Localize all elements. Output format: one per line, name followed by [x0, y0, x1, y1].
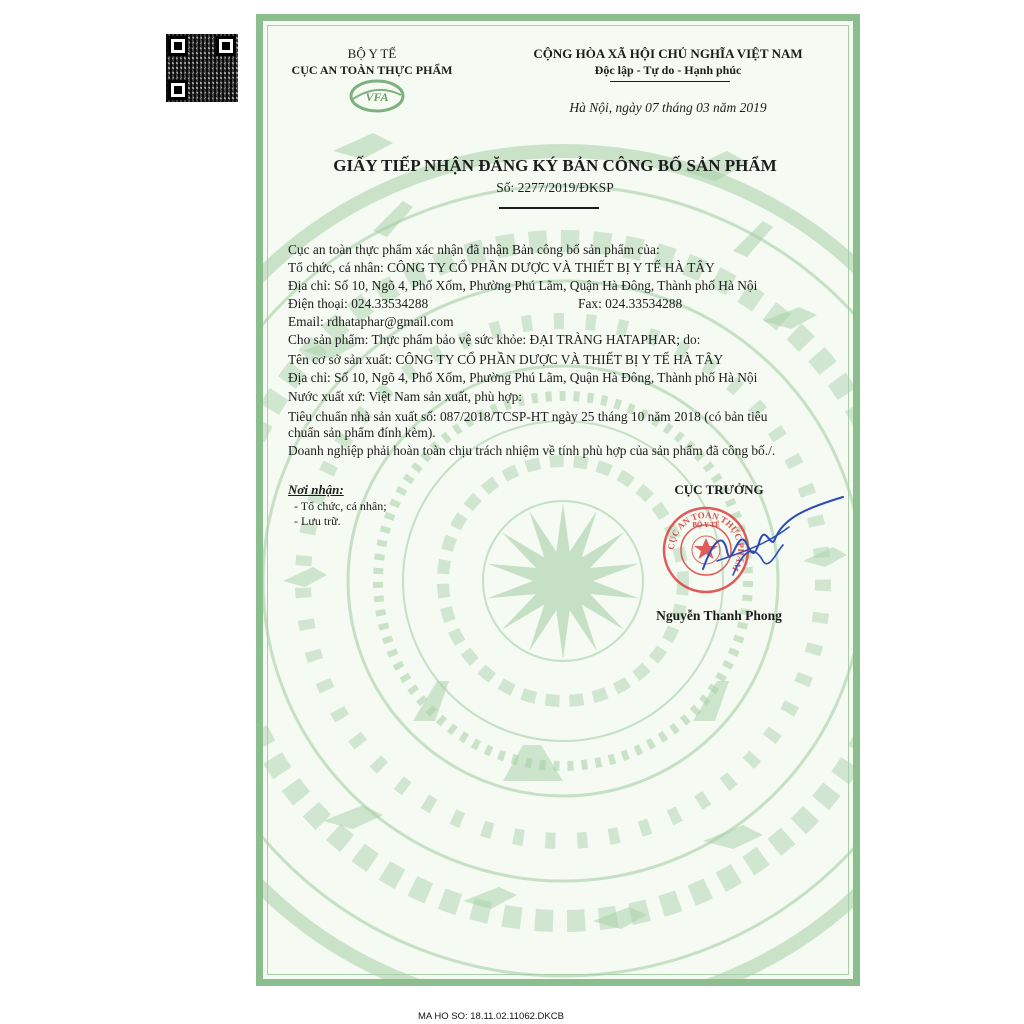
- svg-text:CỤC AN TOÀN THỰC PHẨM: CỤC AN TOÀN THỰC PHẨM: [665, 509, 747, 574]
- svg-text:VFA: VFA: [365, 90, 389, 104]
- certificate-frame: [256, 14, 860, 986]
- fax-line: Fax: 024.33534288: [578, 296, 683, 311]
- manufacturer-line: Tên cơ sở sản xuất: CÔNG TY CỔ PHẦN DƯỢC VÀ THIẾT BỊ Y TẾ HÀ TÂY: [288, 352, 724, 367]
- phone-line: Điện thoại: 024.33534288: [288, 296, 429, 311]
- ministry-name: BỘ Y TẾ: [347, 46, 397, 61]
- intro-text: Cục an toàn thực phẩm xác nhận đã nhận Bản công bố sản phẩm của:: [288, 242, 660, 257]
- recipient-item: - Tổ chức, cá nhân;: [294, 499, 387, 513]
- recipients-heading: Nơi nhận:: [288, 482, 344, 497]
- standard-line-1: Tiêu chuẩn nhà sản xuất số: 087/2018/TCSP-HT ngày 25 tháng 10 năm 2018 (có bản tiêu: [288, 409, 768, 424]
- file-code: MA HO SO: 18.11.02.11062.DKCB: [418, 1011, 564, 1022]
- manufacturer-address: Địa chỉ: Số 10, Ngõ 4, Phố Xốm, Phường Phú Lãm, Quận Hà Đông, Thành phố Hà Nội: [288, 370, 758, 385]
- origin-line: Nước xuất xứ: Việt Nam sản xuất, phù hợp:: [288, 389, 523, 404]
- responsibility-line: Doanh nghiệp phải hoàn toàn chịu trách nhiệm về tính phù hợp của sản phẩm đã công bố./.: [288, 443, 776, 458]
- recipient-item: - Lưu trữ.: [294, 514, 341, 528]
- motto-underline: [610, 81, 730, 82]
- title-underline: [499, 207, 599, 209]
- signer-position: CỤC TRƯỞNG: [674, 482, 764, 497]
- document-number: Số: 2277/2019/ĐKSP: [496, 180, 614, 195]
- place-date: Hà Nội, ngày 07 tháng 03 năm 2019: [569, 100, 767, 115]
- email-line: Email: rdhataphar@gmail.com: [288, 314, 454, 329]
- standard-line-2: chuẩn sản phẩm đính kèm).: [288, 425, 436, 440]
- agency-name: CỤC AN TOÀN THỰC PHẨM: [291, 63, 453, 77]
- qr-code: [166, 34, 238, 102]
- country-name: CỘNG HÒA XÃ HỘI CHỦ NGHĨA VIỆT NAM: [533, 46, 803, 61]
- national-motto: Độc lập - Tự do - Hạnh phúc: [594, 63, 742, 77]
- svg-text:BỘ Y TẾ: BỘ Y TẾ: [692, 521, 720, 529]
- product-line: Cho sản phẩm: Thực phẩm bảo vệ sức khỏe: ĐẠI TRÀNG HATAPHAR; do:: [288, 332, 701, 347]
- vfa-logo: [349, 79, 405, 113]
- organization-address: Địa chỉ: Số 10, Ngõ 4, Phố Xốm, Phường Phú Lãm, Quận Hà Đông, Thành phố Hà Nội: [288, 278, 758, 293]
- handwritten-signature: [693, 491, 853, 591]
- document-title: GIẤY TIẾP NHẬN ĐĂNG KÝ BẢN CÔNG BỐ SẢN PHẨM: [333, 156, 777, 175]
- signer-name: Nguyễn Thanh Phong: [656, 608, 782, 623]
- organization-line: Tổ chức, cá nhân: CÔNG TY CỔ PHẦN DƯỢC VÀ THIẾT BỊ Y TẾ HÀ TÂY: [288, 260, 715, 275]
